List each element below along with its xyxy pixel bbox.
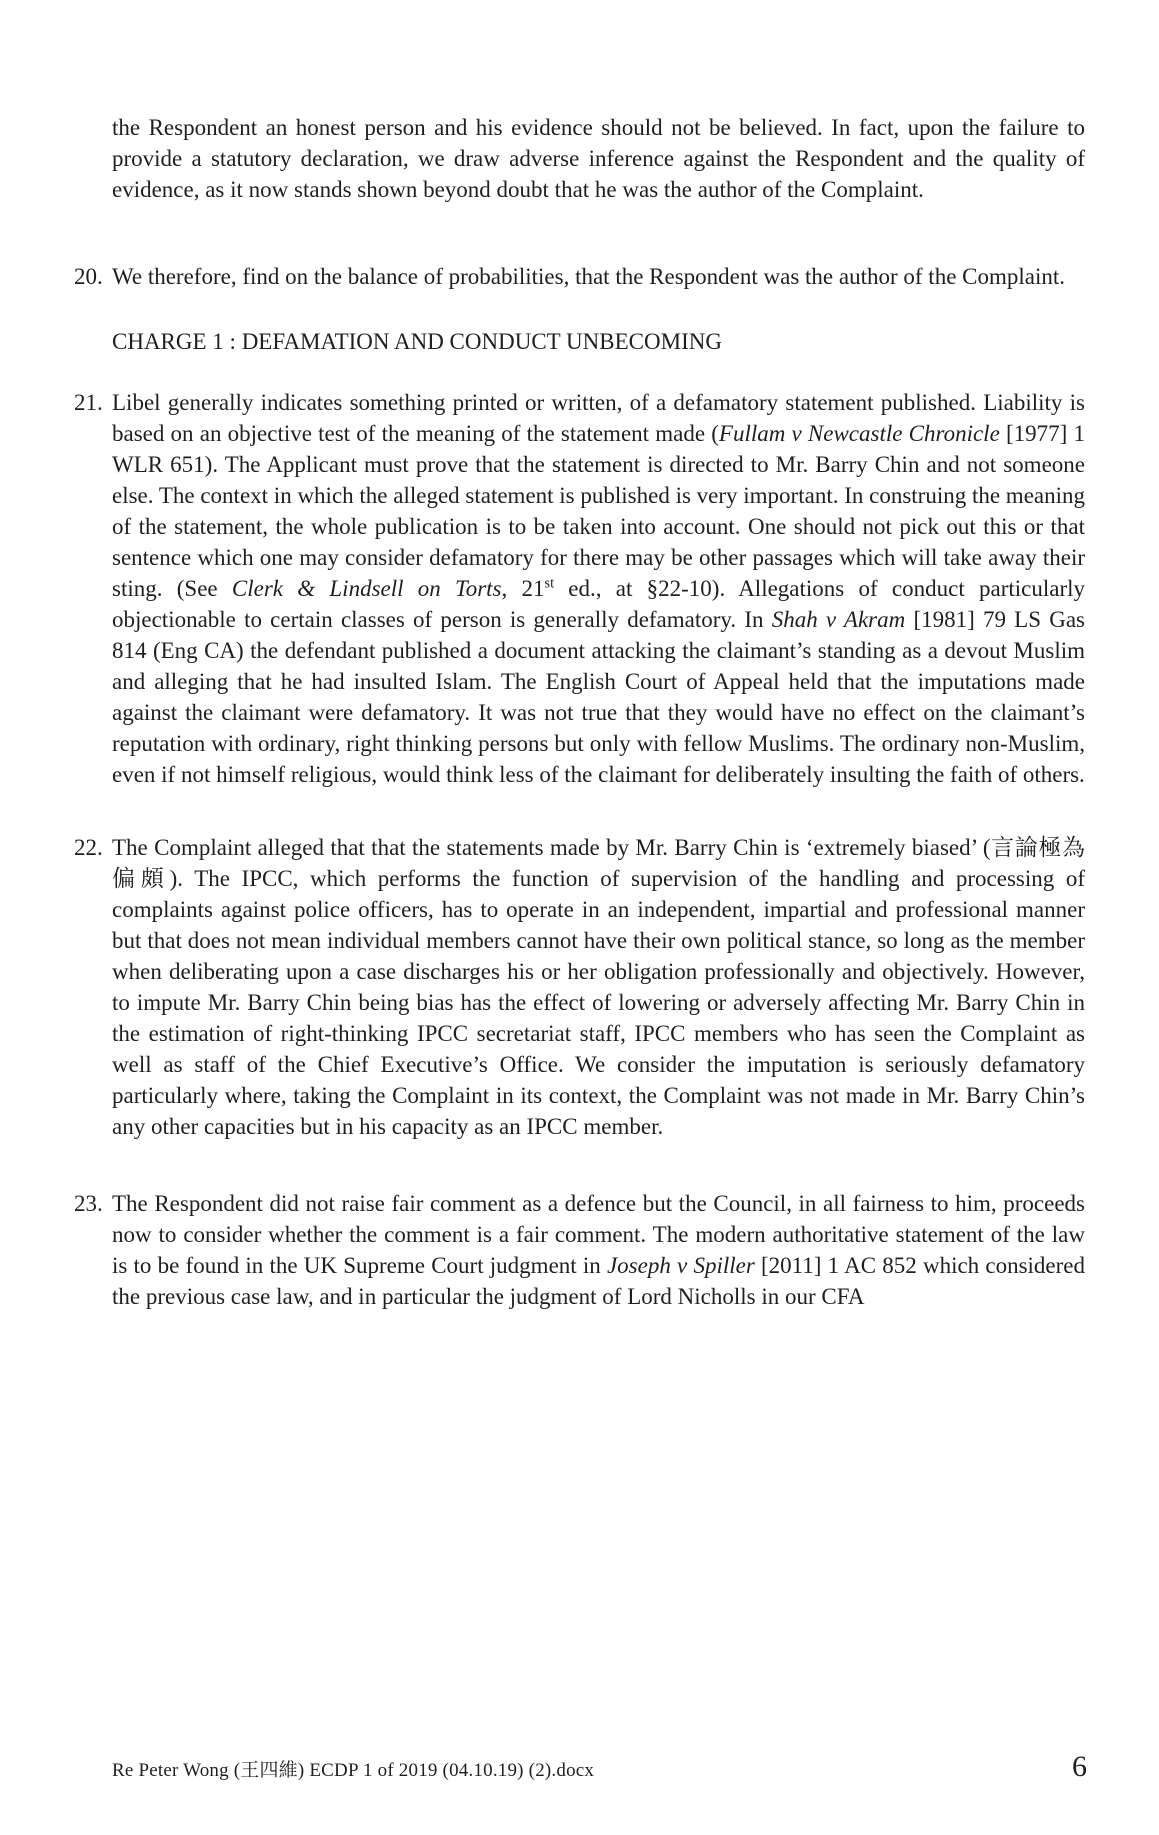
document-body	[74, 112, 1086, 1312]
paragraph-23-text: The Respondent did not raise fair comment as a defence but the Council, in all fairness to him, proceeds now to consider whether the comment is a fair comment. The modern authoritative statement of the law is to be found in the UK Supreme Court judgment in Joseph v Spiller [2011] 1 AC 852 which considered the previous case law, and in particular the judgment of Lord Nicholls in our CFA	[112, 1191, 1086, 1309]
paragraph-21-number: 21.	[74, 390, 103, 415]
paragraph-23-number: 23.	[74, 1191, 103, 1216]
charge-1-heading: CHARGE 1 : DEFAMATION AND CONDUCT UNBECOMING	[112, 329, 722, 354]
paragraph-20-text: We therefore, find on the balance of probabilities, that the Respondent was the author of the Complaint.	[112, 264, 1066, 289]
paragraph-20	[74, 261, 1085, 292]
page-footer	[112, 1750, 1087, 1784]
paragraph-22-number: 22.	[74, 835, 103, 860]
paragraph-21	[74, 387, 1086, 790]
paragraph-21-text: Libel generally indicates something printed or written, of a defamatory statement published. Liability is based on an objective test of the meaning of the statement made (Fullam v Newcastle Chronicle [1977] 1 WLR 651). The Applicant must prove that the statement is directed to Mr. Barry Chin and not someone else. The context in which the alleged statement is published is very important. In construing the meaning of the statement, the whole publication is to be taken into account. One should not pick out this or that sentence which one may consider defamatory for there may be other passages which will take away their sting. (See Clerk & Lindsell on Torts, 21st ed., at §22-10). Allegations of conduct particularly objectionable to certain classes of person is generally defamatory. In Shah v Akram [1981] 79 LS Gas 814 (Eng CA) the defendant published a document attacking the claimant’s standing as a devout Muslim and alleging that he had insulted Islam. The English Court of Appeal held that the imputations made against the claimant were defamatory. It was not true that they would have no effect on the claimant’s reputation with ordinary, right thinking persons but only with fellow Muslims. The ordinary non-Muslim, even if not himself religious, would think less of the claimant for deliberately insulting the faith of others.	[112, 390, 1086, 787]
paragraph-19-continuation: the Respondent an honest person and his evidence should not be believed. In fact, upon the failure to provide a statutory declaration, we draw adverse inference against the Respondent and the quality of evidence, as it now stands shown beyond doubt that he was the author of the Complaint.	[112, 115, 1085, 202]
paragraph-22	[74, 832, 1085, 1142]
paragraph-20-number: 20.	[74, 264, 103, 289]
footer-page-number: 6	[1072, 1750, 1087, 1783]
paragraph-22-text: The Complaint alleged that that the statements made by Mr. Barry Chin is ‘extremely biased’ (言論極為偏頗). The IPCC, which performs the function of supervision of the handling and processing of complaints against police officers, has to operate in an independent, impartial and professional manner but that does not mean individual members cannot have their own political stance, so long as the member when deliberating upon a case discharges his or her obligation professionally and objectively. However, to impute Mr. Barry Chin being bias has the effect of lowering or adversely affecting Mr. Barry Chin in the estimation of right-thinking IPCC secretariat staff, IPCC members who has seen the Complaint as well as staff of the Chief Executive’s Office. We consider the imputation is seriously defamatory particularly where, taking the Complaint in its context, the Complaint was not made in Mr. Barry Chin’s any other capacities but in his capacity as an IPCC member.	[112, 835, 1085, 1139]
paragraph-23	[74, 1188, 1086, 1312]
footer-document-name: Re Peter Wong (王四維) ECDP 1 of 2019 (04.10.19) (2).docx	[112, 1760, 595, 1781]
